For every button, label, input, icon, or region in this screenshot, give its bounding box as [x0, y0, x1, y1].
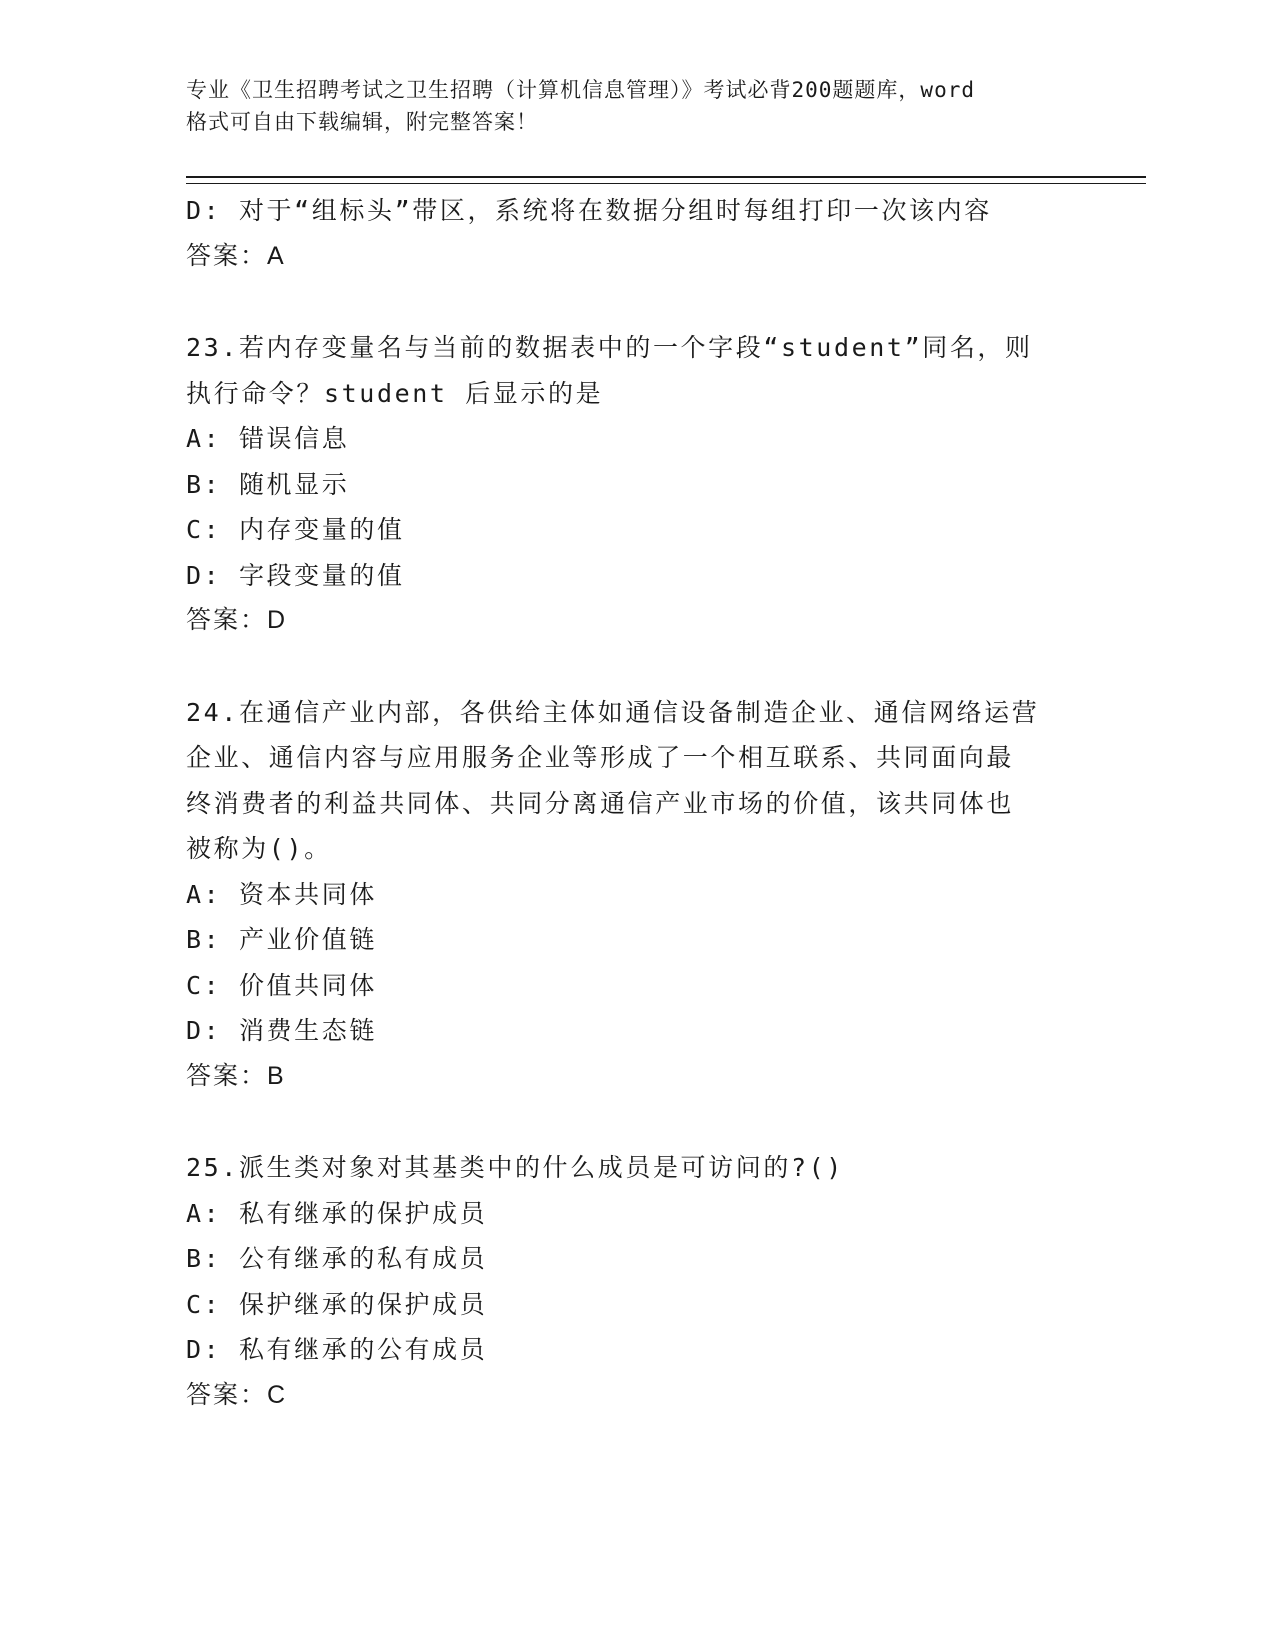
question-25 [186, 1145, 1086, 1418]
option-b: B: 随机显示 [186, 469, 350, 499]
option-a: A: 资本共同体 [186, 879, 377, 909]
question-stem-line: 24.在通信产业内部，各供给主体如通信设备制造企业、通信网络运营 [186, 697, 1040, 727]
option-d: D: 字段变量的值 [186, 560, 405, 590]
spacer [186, 644, 1086, 690]
answer-line: 答案：D [186, 606, 288, 634]
option-c: C: 保护继承的保护成员 [186, 1289, 488, 1319]
option-d: D: 消费生态链 [186, 1016, 377, 1045]
option-b: B: 产业价值链 [186, 925, 377, 954]
document-header [186, 74, 1086, 138]
header-divider [186, 176, 1146, 184]
question-stem-line: 被称为()。 [186, 834, 332, 863]
previous-question-tail [186, 188, 1086, 279]
option-d: D: 对于“组标头”带区，系统将在数据分组时每组打印一次该内容 [186, 196, 992, 225]
option-c: C: 内存变量的值 [186, 515, 405, 544]
question-stem-line: 执行命令？student 后显示的是 [186, 378, 604, 408]
question-stem-line: 23.若内存变量名与当前的数据表中的一个字段“student”同名，则 [186, 333, 1033, 362]
question-stem [186, 1145, 1086, 1191]
answer-line: 答案：A [186, 241, 286, 270]
question-stem-line: 终消费者的利益共同体、共同分离通信产业市场的价值，该共同体也 [186, 788, 1015, 818]
question-24 [186, 690, 1086, 1100]
question-stem [186, 325, 1086, 416]
spacer [186, 279, 1086, 325]
option-a: A: 错误信息 [186, 424, 350, 453]
document-page [186, 0, 1146, 1650]
option-b: B: 公有继承的私有成员 [186, 1244, 488, 1273]
question-stem-line: 25.派生类对象对其基类中的什么成员是可访问的?() [186, 1153, 844, 1182]
option-a: A: 私有继承的保护成员 [186, 1198, 488, 1228]
header-title-line-2: 格式可自由下载编辑，附完整答案！ [186, 110, 538, 134]
option-d: D: 私有继承的公有成员 [186, 1335, 488, 1364]
answer-line: 答案：C [186, 1380, 288, 1409]
answer-line: 答案：B [186, 1061, 286, 1090]
question-stem [186, 690, 1086, 872]
question-23 [186, 325, 1086, 644]
spacer [186, 1099, 1086, 1145]
question-list [186, 188, 1086, 1418]
question-stem-line: 企业、通信内容与应用服务企业等形成了一个相互联系、共同面向最 [186, 743, 1015, 772]
header-title-line-1: 专业《卫生招聘考试之卫生招聘（计算机信息管理）》考试必背200题题库，word [186, 78, 975, 102]
option-c: C: 价值共同体 [186, 970, 377, 1000]
